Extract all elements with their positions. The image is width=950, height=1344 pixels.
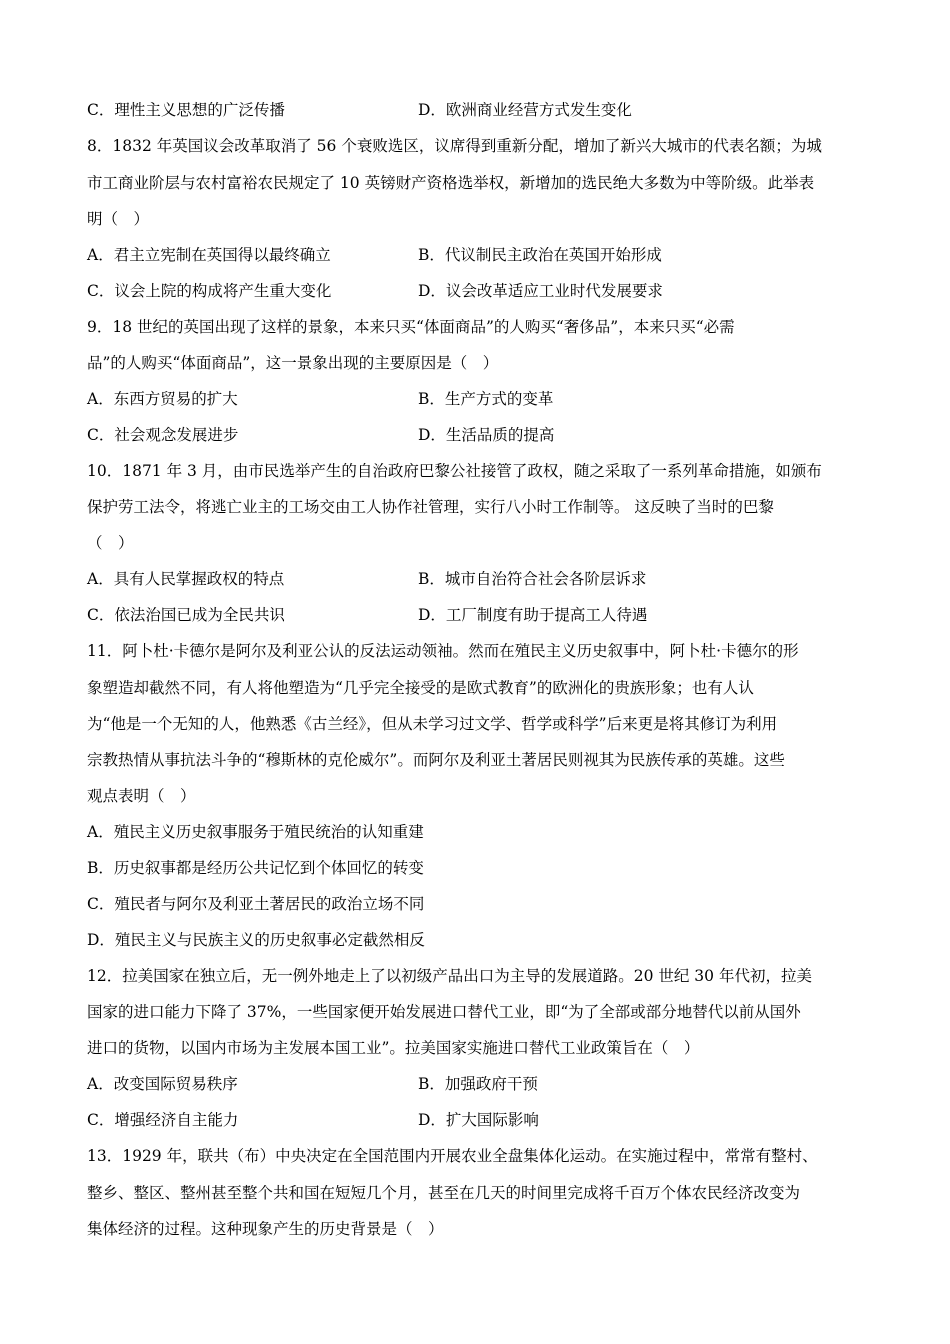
q7-option-d: D．欧洲商业经营方式发生变化 (418, 101, 632, 119)
q11-option-a: A．殖民主义历史叙事服务于殖民统治的认知重建 (87, 823, 424, 841)
q8-option-a: A．君主立宪制在英国得以最终确立 (87, 246, 331, 264)
q9-option-a: A．东西方贸易的扩大 (87, 390, 238, 408)
q10-option-d: D．工厂制度有助于提高工人待遇 (418, 606, 648, 624)
q11-stem-line: 为“他是一个无知的人，他熟悉《古兰经》，但从未学习过文学、哲学或科学”后来更是将其修订为利用 (87, 715, 778, 733)
q13-stem-line: 整乡、整区、整州甚至整个共和国在短短几个月，甚至在几天的时间里完成将千百万个体农民经济改变为 (87, 1184, 801, 1202)
q12-stem-line: 12．拉美国家在独立后，无一例外地走上了以初级产品出口为主导的发展道路。20 世纪 30 年代初，拉美 (87, 967, 812, 985)
q12-option-d: D．扩大国际影响 (418, 1111, 539, 1129)
q11-stem-line: 宗教热情从事抗法斗争的“穆斯林的克伦威尔”。而阿尔及利亚土著居民则视其为民族传承的英雄。这些 (87, 751, 785, 769)
q11-option-d: D．殖民主义与民族主义的历史叙事必定截然相反 (87, 931, 425, 949)
q8-stem-line: 8．1832 年英国议会改革取消了 56 个衰败选区，议席得到重新分配，增加了新兴大城市的代表名额；为城 (87, 137, 822, 155)
q8-option-d: D．议会改革适应工业时代发展要求 (418, 282, 663, 300)
q8-option-b: B．代议制民主政治在英国开始形成 (418, 246, 662, 264)
q11-option-b: B．历史叙事都是经历公共记忆到个体回忆的转变 (87, 859, 424, 877)
q11-stem-line: 象塑造却截然不同，有人将他塑造为“几乎完全接受的是欧式教育”的欧洲化的贵族形象；也有人认 (87, 679, 754, 697)
q12-option-b: B．加强政府干预 (418, 1075, 538, 1093)
q11-stem-line: 11．阿卜杜·卡德尔是阿尔及利亚公认的反法运动领袖。然而在殖民主义历史叙事中，阿卜杜·卡德尔的形 (87, 642, 799, 660)
q12-stem-line: 进口的货物，以国内市场为主发展本国工业”。拉美国家实施进口替代工业政策旨在（ ） (87, 1039, 700, 1057)
q9-option-b: B．生产方式的变革 (418, 390, 554, 408)
q11-option-c: C．殖民者与阿尔及利亚土著居民的政治立场不同 (87, 895, 425, 913)
q12-option-a: A．改变国际贸易秩序 (87, 1075, 238, 1093)
q11-stem-line: 观点表明（ ） (87, 787, 196, 805)
q10-stem-line: （ ） (87, 534, 134, 552)
q8-stem-line: 明（ ） (87, 210, 150, 228)
q9-stem-line: 9．18 世纪的英国出现了这样的景象，本来只买“体面商品”的人购买“奢侈品”，本来只买“必需 (87, 318, 735, 336)
q7-option-c: C．理性主义思想的广泛传播 (87, 101, 285, 119)
q8-stem-line: 市工商业阶层与农村富裕农民规定了 10 英镑财产资格选举权，新增加的选民绝大多数为中等阶级。此举表 (87, 174, 815, 192)
q9-stem-line: 品”的人购买“体面商品”，这一景象出现的主要原因是（ ） (87, 354, 499, 372)
q9-option-d: D．生活品质的提高 (418, 426, 555, 444)
q13-stem-line: 集体经济的过程。这种现象产生的历史背景是（ ） (87, 1220, 444, 1238)
q10-option-b: B．城市自治符合社会各阶层诉求 (418, 570, 647, 588)
q10-stem-line: 10．1871 年 3 月，由市民选举产生的自治政府巴黎公社接管了政权，随之采取了一系列革命措施，如颁布 (87, 462, 822, 480)
q10-option-a: A．具有人民掌握政权的特点 (87, 570, 285, 588)
q12-option-c: C．增强经济自主能力 (87, 1111, 239, 1129)
q9-option-c: C．社会观念发展进步 (87, 426, 239, 444)
q13-stem-line: 13．1929 年，联共（布）中央决定在全国范围内开展农业全盘集体化运动。在实施过程中，常常有整村、 (87, 1147, 818, 1165)
q12-stem-line: 国家的进口能力下降了 37%，一些国家便开始发展进口替代工业，即“为了全部或部分地替代以前从国外 (87, 1003, 801, 1021)
q8-option-c: C．议会上院的构成将产生重大变化 (87, 282, 332, 300)
q10-option-c: C．依法治国已成为全民共识 (87, 606, 285, 624)
q10-stem-line: 保护劳工法令，将逃亡业主的工场交由工人协作社管理，实行八小时工作制等。 这反映了当时的巴黎 (87, 498, 774, 516)
